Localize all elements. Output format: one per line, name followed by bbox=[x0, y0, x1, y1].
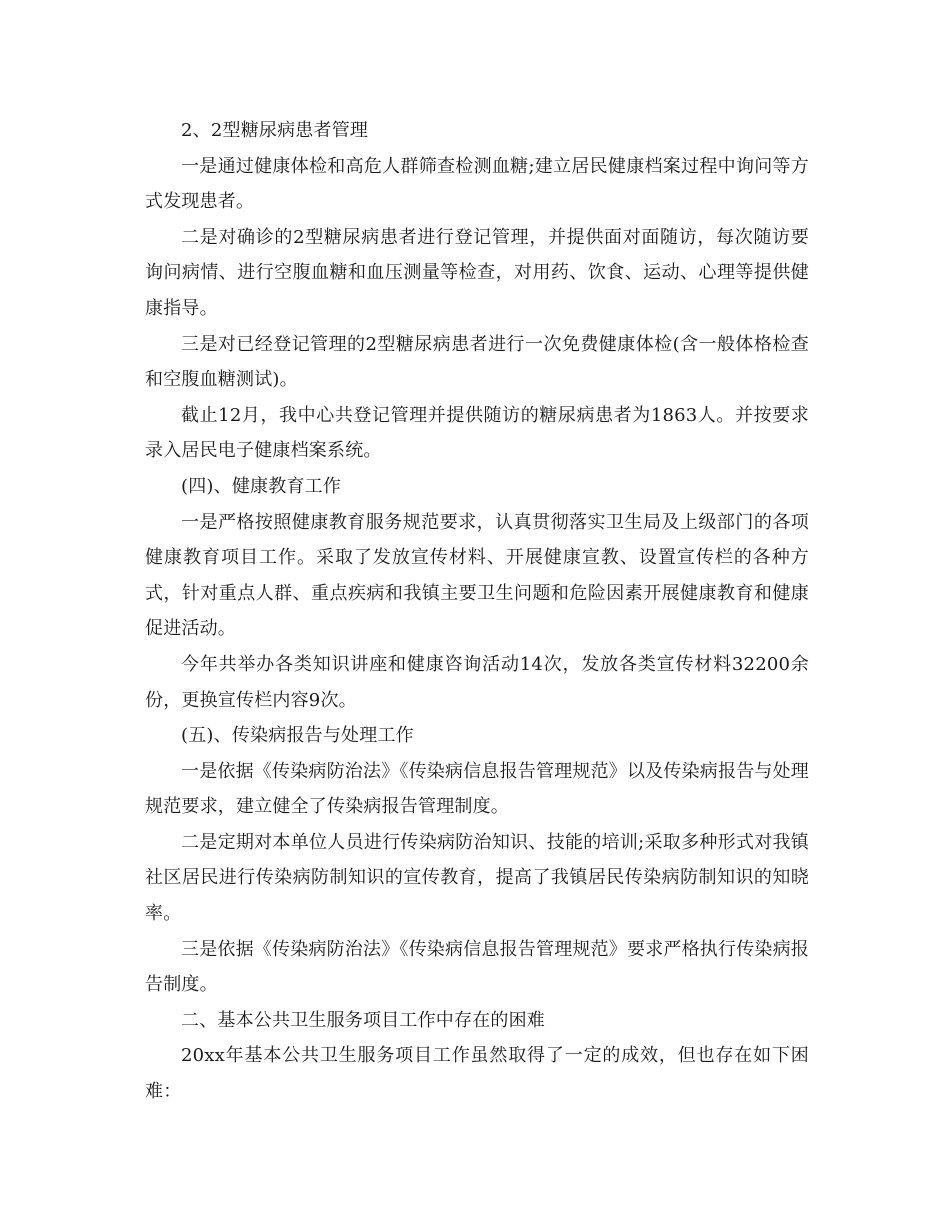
paragraph-health-education-stats: 今年共举办各类知识讲座和健康咨询活动14次，发放各类宣传材料32200余份，更换宣传栏内容9次。 bbox=[145, 653, 809, 711]
paragraph-infectious-disease-system: 一是依据《传染病防治法》《传染病信息报告管理规范》以及传染病报告与处理规范要求，建立健全了传染病报告管理制度。 bbox=[145, 760, 809, 818]
paragraph-diabetes-count: 截止12月，我中心共登记管理并提供随访的糖尿病患者为1863人。并按要求录入居民电子健康档案系统。 bbox=[145, 404, 809, 462]
paragraph-health-education-work: 一是严格按照健康教育服务规范要求，认真贯彻落实卫生局及上级部门的各项健康教育项目工作。采取了发放宣传材料、开展健康宣教、设置宣传栏的各种方式，针对重点人群、重点疾病和我镇主要卫生问题和危险因素开展健康教育和健康促进活动。 bbox=[145, 511, 809, 640]
section-heading-infectious-disease: (五)、传染病报告与处理工作 bbox=[181, 725, 414, 747]
section-heading-diabetes: 2、2型糖尿病患者管理 bbox=[181, 120, 369, 141]
paragraph-infectious-disease-reporting: 三是依据《传染病防治法》《传染病信息报告管理规范》要求严格执行传染病报告制度。 bbox=[145, 938, 809, 996]
paragraph-difficulties-intro: 20xx年基本公共卫生服务项目工作虽然取得了一定的成效，但也存在如下困难： bbox=[145, 1045, 809, 1103]
section-heading-health-education: (四)、健康教育工作 bbox=[181, 475, 342, 497]
paragraph-diabetes-screening: 一是通过健康体检和高危人群筛查检测血糖;建立居民健康档案过程中询问等方式发现患者。 bbox=[145, 155, 809, 213]
paragraph-infectious-disease-training: 二是定期对本单位人员进行传染病防治知识、技能的培训;采取多种形式对我镇社区居民进行传染病防制知识的宣传教育，提高了我镇居民传染病防制知识的知晓率。 bbox=[145, 831, 809, 925]
paragraph-diabetes-checkup: 三是对已经登记管理的2型糖尿病患者进行一次免费健康体检(含一般体格检查和空腹血糖测试)。 bbox=[145, 333, 809, 391]
paragraph-diabetes-followup: 二是对确诊的2型糖尿病患者进行登记管理，并提供面对面随访，每次随访要询问病情、进行空腹血糖和血压测量等检查，对用药、饮食、运动、心理等提供健康指导。 bbox=[145, 226, 809, 319]
document-body bbox=[145, 113, 809, 1110]
section-heading-difficulties: 二、基本公共卫生服务项目工作中存在的困难 bbox=[181, 1009, 545, 1031]
